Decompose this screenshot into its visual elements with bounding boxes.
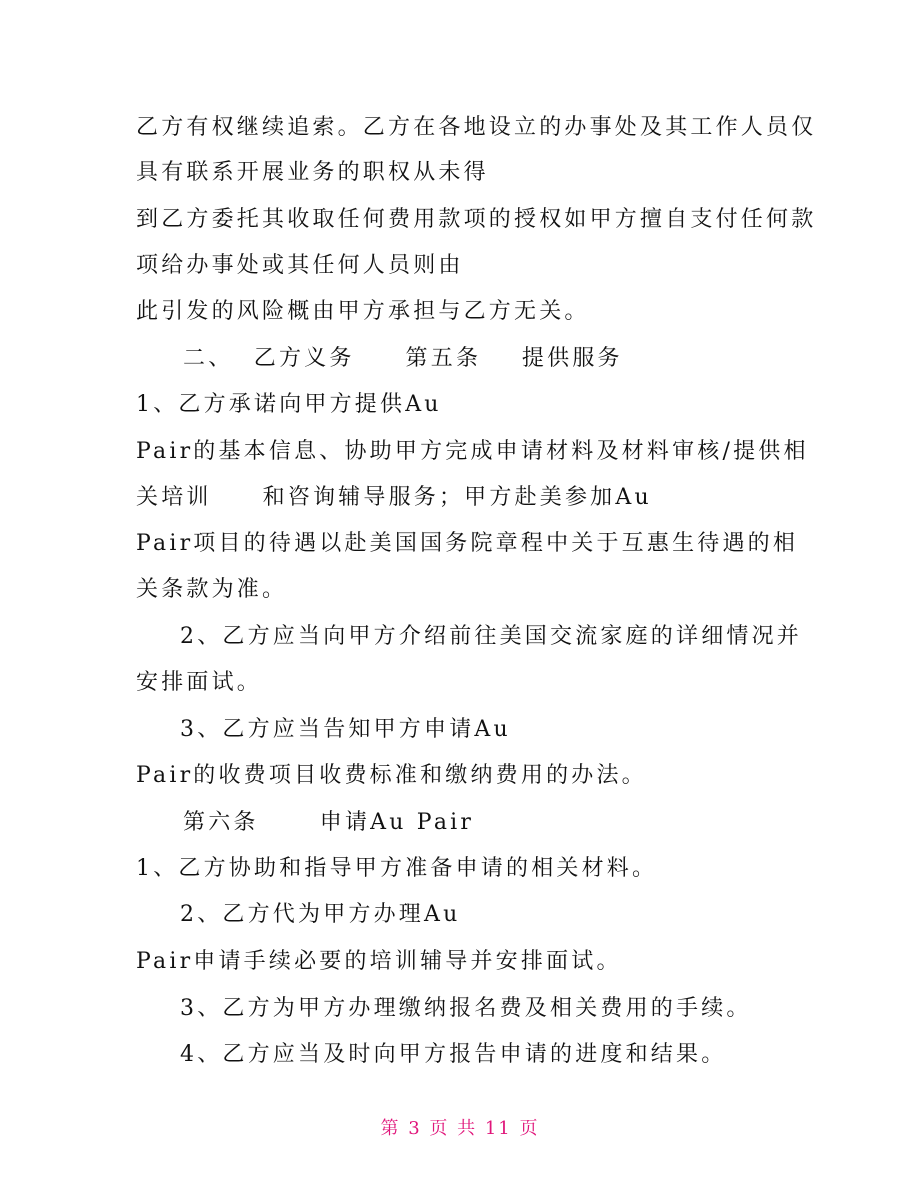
text-line: 2、乙方代为甲方办理Au xyxy=(180,902,461,927)
text-line: 1、乙方承诺向甲方提供Au xyxy=(136,392,442,417)
text-line: 关条款为准。 xyxy=(136,577,288,602)
text-line: 4、乙方应当及时向甲方报告申请的进度和结果。 xyxy=(180,1042,727,1067)
text-line: 3、乙方应当告知甲方申请Au xyxy=(180,717,511,742)
text-line: Pair项目的待遇以赴美国国务院章程中关于互惠生待遇的相 xyxy=(136,531,799,556)
text-line: 3、乙方为甲方办理缴纳报名费及相关费用的手续。 xyxy=(180,996,752,1021)
text-line: 具有联系开展业务的职权从未得 xyxy=(136,160,489,185)
text-line: 安排面试。 xyxy=(136,670,263,695)
article-heading: 第六条 申请Au Pair xyxy=(183,810,475,835)
text-line: 项给办事处或其任何人员则由 xyxy=(136,253,464,278)
section-heading: 二、 乙方义务 第五条 提供服务 xyxy=(183,346,623,371)
text-line: 到乙方委托其收取任何费用款项的授权如甲方擅自支付任何款 xyxy=(136,207,817,232)
text-line: 此引发的风险概由甲方承担与乙方无关。 xyxy=(136,299,590,324)
text-line: 1、乙方协助和指导甲方准备申请的相关材料。 xyxy=(136,856,658,881)
text-line: 乙方有权继续追索。乙方在各地设立的办事处及其工作人员仅 xyxy=(136,115,817,140)
text-line: 2、乙方应当向甲方介绍前往美国交流家庭的详细情况并 xyxy=(180,624,802,649)
text-line: Pair的收费项目收费标准和缴纳费用的办法。 xyxy=(136,763,647,788)
text-line: 关培训 和咨询辅导服务；甲方赴美参加Au xyxy=(136,485,652,510)
text-line: Pair申请手续必要的培训辅导并安排面试。 xyxy=(136,949,622,974)
text-line: Pair的基本信息、协助甲方完成申请材料及材料审核/提供相 xyxy=(136,439,809,464)
page-number: 第 3 页 共 11 页 xyxy=(380,1118,540,1139)
